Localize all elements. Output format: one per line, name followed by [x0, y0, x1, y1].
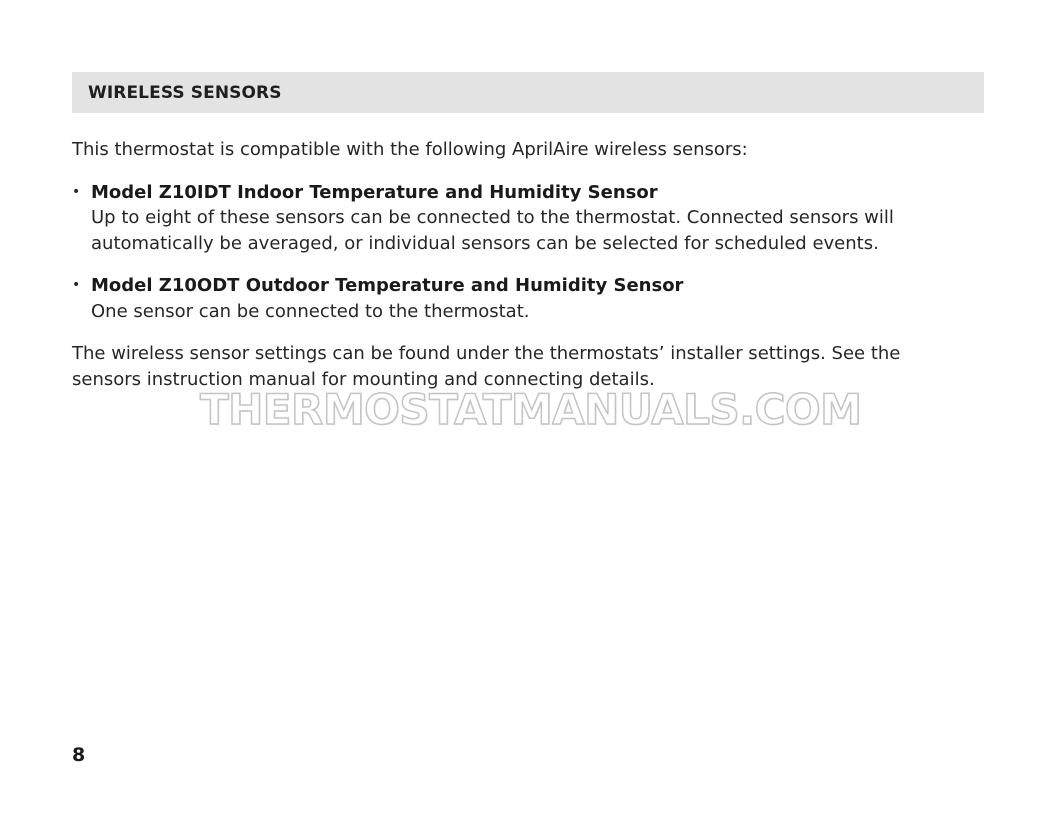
sensor-name: Model Z10ODT Outdoor Temperature and Humidity Sensor — [91, 275, 684, 296]
bullet-icon: • — [72, 183, 81, 200]
closing-paragraph: The wireless sensor settings can be found under the thermostats’ installer settings. See the sensors instruction manual for mounting and connecting details. — [72, 343, 901, 390]
sensor-list — [72, 180, 952, 325]
document-body — [72, 137, 952, 392]
list-item — [72, 180, 952, 257]
section-header — [72, 72, 984, 113]
sensor-name: Model Z10IDT Indoor Temperature and Humidity Sensor — [91, 181, 658, 203]
section-title: WIRELESS SENSORS — [88, 82, 282, 103]
sensor-description: One sensor can be connected to the thermostat. — [91, 300, 530, 322]
page-number: 8 — [72, 744, 86, 766]
bullet-icon: • — [72, 277, 81, 293]
intro-paragraph: This thermostat is compatible with the following AprilAire wireless sensors: — [72, 139, 748, 160]
list-item — [72, 273, 952, 324]
watermark: THERMOSTATMANUALS.COM — [200, 385, 862, 434]
sensor-description: Up to eight of these sensors can be connected to the thermostat. Connected sensors will automatically be averaged, or individual sensors can be selected for scheduled events. — [91, 207, 894, 254]
